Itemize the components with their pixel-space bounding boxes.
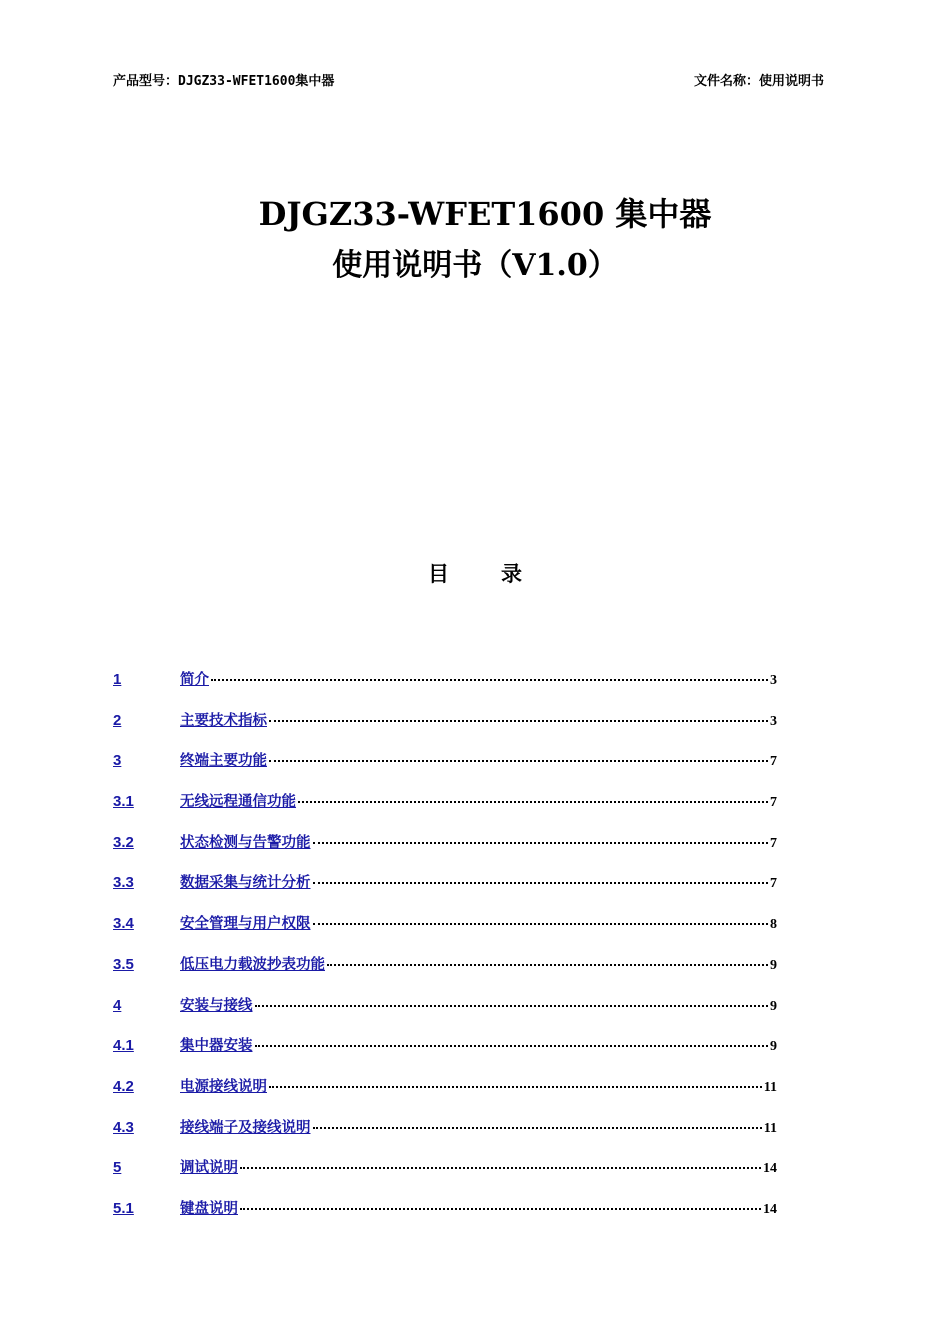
toc-leader-dots — [240, 1208, 761, 1210]
toc-entry-page: 7 — [770, 754, 777, 770]
toc-entry-number[interactable]: 1 — [113, 671, 122, 688]
toc-entry-page: 11 — [763, 1120, 777, 1136]
toc-entry[interactable] — [113, 831, 777, 872]
toc-entry-page: 7 — [770, 795, 777, 811]
toc-entry-title[interactable]: 低压电力载波抄表功能 — [180, 956, 325, 973]
toc-entry-number[interactable]: 4.1 — [113, 1037, 134, 1055]
toc-entry-number[interactable]: 3 — [113, 752, 122, 770]
toc-entry-title[interactable]: 状态检测与告警功能 — [180, 834, 311, 851]
toc-entry-page: 7 — [770, 876, 777, 892]
toc-leader-dots — [211, 679, 768, 681]
header-file-name: 文件名称：使用说明书 — [693, 73, 824, 89]
toc-entry-title[interactable]: 简介 — [180, 672, 209, 688]
toc-leader-dots — [298, 801, 768, 803]
toc-entry-title[interactable]: 安全管理与用户权限 — [180, 916, 311, 933]
toc-entry-number[interactable]: 3.1 — [113, 793, 134, 811]
toc-leader-dots — [269, 760, 768, 762]
toc-heading — [0, 558, 950, 588]
toc-entry-page: 8 — [770, 917, 777, 933]
toc-entry[interactable] — [113, 1156, 777, 1197]
toc-entry-title[interactable]: 无线远程通信功能 — [180, 794, 296, 811]
toc-entry-number[interactable]: 4.2 — [113, 1077, 134, 1095]
table-of-contents — [113, 668, 777, 1238]
toc-entry-page: 11 — [763, 1079, 777, 1095]
toc-leader-dots — [327, 964, 768, 966]
toc-leader-dots — [313, 842, 769, 844]
toc-leader-dots — [313, 882, 769, 884]
toc-entry-page: 7 — [770, 835, 777, 851]
toc-entry-title[interactable]: 终端主要功能 — [180, 753, 267, 770]
toc-entry[interactable] — [113, 1075, 777, 1116]
toc-entry-number[interactable]: 3.4 — [113, 915, 134, 933]
toc-entry-page: 9 — [770, 1039, 777, 1055]
toc-entry-number[interactable]: 4 — [113, 996, 122, 1014]
toc-leader-dots — [269, 1086, 762, 1088]
toc-entry-title[interactable]: 调试说明 — [180, 1160, 238, 1177]
toc-leader-dots — [269, 720, 768, 722]
document-title — [0, 188, 950, 292]
toc-entry[interactable] — [113, 912, 777, 953]
toc-entry-number[interactable]: 3.2 — [113, 833, 134, 851]
title-line-manual: 使用说明书（V1.0） — [332, 248, 618, 283]
toc-entry[interactable] — [113, 1034, 777, 1075]
toc-entry-number[interactable]: 3.3 — [113, 874, 134, 892]
toc-entry-title[interactable]: 集中器安装 — [180, 1038, 253, 1055]
page-header — [113, 68, 824, 90]
toc-entry-number[interactable]: 2 — [113, 711, 122, 729]
toc-entry[interactable] — [113, 790, 777, 831]
toc-entry-page: 3 — [770, 713, 777, 729]
toc-entry-number[interactable]: 5 — [113, 1159, 122, 1177]
toc-entry-page: 3 — [770, 673, 777, 688]
toc-leader-dots — [313, 1127, 762, 1129]
toc-leader-dots — [313, 923, 769, 925]
toc-entry-number[interactable]: 4.3 — [113, 1118, 134, 1136]
toc-entry-page: 14 — [763, 1161, 777, 1177]
toc-entry[interactable] — [113, 994, 777, 1035]
toc-entry-title[interactable]: 接线端子及接线说明 — [180, 1119, 311, 1136]
toc-entry-title[interactable]: 电源接线说明 — [180, 1078, 267, 1095]
toc-entry-title[interactable]: 主要技术指标 — [180, 712, 267, 729]
toc-entry-number[interactable]: 5.1 — [113, 1199, 134, 1217]
toc-entry[interactable] — [113, 1116, 777, 1157]
toc-entry-page: 9 — [770, 998, 777, 1014]
toc-entry[interactable] — [113, 668, 777, 709]
toc-entry[interactable] — [113, 1197, 777, 1238]
toc-entry[interactable] — [113, 709, 777, 750]
toc-entry-number[interactable]: 3.5 — [113, 955, 134, 973]
toc-heading-right: 录 — [501, 562, 522, 586]
toc-entry-title[interactable]: 键盘说明 — [180, 1200, 238, 1217]
toc-leader-dots — [240, 1167, 761, 1169]
header-product-model: 产品型号：DJGZ33-WFET1600集中器 — [113, 73, 335, 89]
toc-entry[interactable] — [113, 871, 777, 912]
toc-leader-dots — [255, 1045, 769, 1047]
toc-entry[interactable] — [113, 953, 777, 994]
toc-entry-title[interactable]: 安装与接线 — [180, 997, 253, 1014]
toc-leader-dots — [255, 1005, 769, 1007]
toc-heading-left: 目 — [428, 562, 449, 586]
toc-entry-title[interactable]: 数据采集与统计分析 — [180, 875, 311, 892]
title-line-product: DJGZ33-WFET1600 集中器 — [258, 195, 712, 233]
toc-entry[interactable] — [113, 749, 777, 790]
toc-entry-page: 9 — [770, 957, 777, 973]
toc-entry-page: 14 — [763, 1201, 777, 1217]
